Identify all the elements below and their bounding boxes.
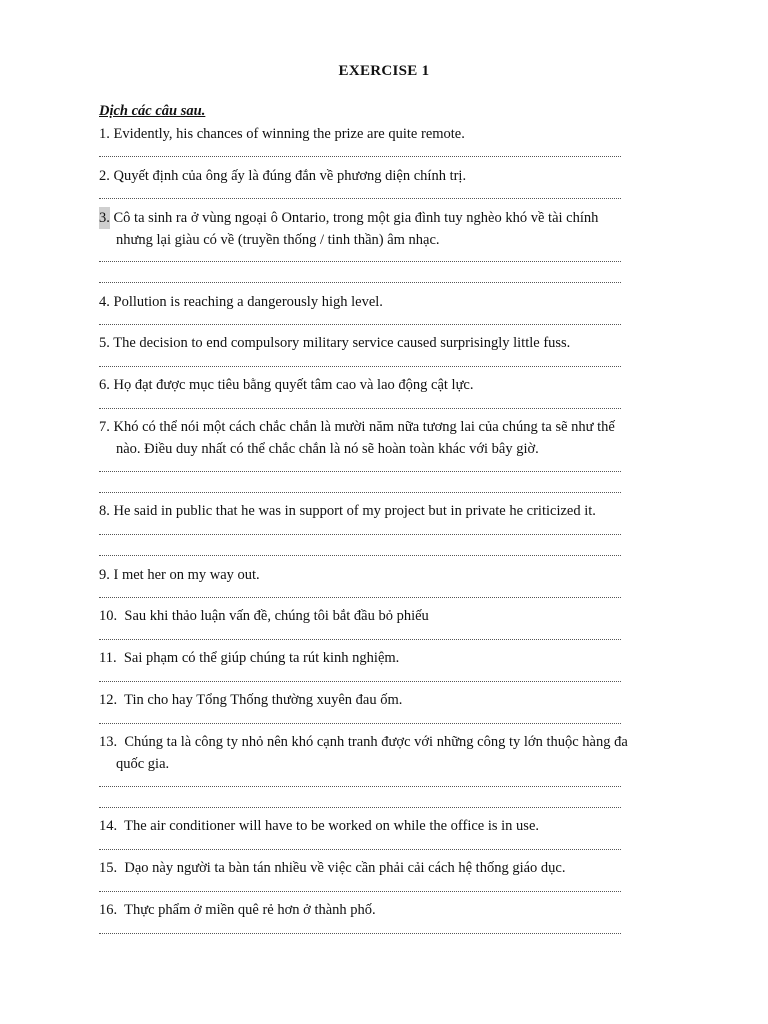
answer-line[interactable] [99, 156, 621, 158]
item-text: Dạo này người ta bàn tán nhiều về việc cần phải cải cách hệ thống giáo dục. [124, 860, 566, 876]
exercise-item-4 [99, 291, 669, 313]
exercise-item-9 [99, 564, 669, 586]
exercise-item-2 [99, 165, 669, 187]
item-text-continued: quốc gia. [116, 756, 170, 772]
item-number: 14. [99, 818, 118, 834]
item-text-continued: nhưng lại giàu có về (truyền thống / tinh thần) âm nhạc. [116, 232, 440, 248]
exercise-item-13 [99, 731, 669, 775]
answer-line[interactable] [99, 198, 621, 200]
exercise-item-8 [99, 500, 669, 522]
answer-line[interactable] [99, 471, 621, 473]
answer-line[interactable] [99, 849, 621, 851]
answer-line[interactable] [99, 891, 621, 893]
answer-line[interactable] [99, 408, 621, 410]
answer-line[interactable] [99, 555, 621, 557]
item-text: Chúng ta là công ty nhỏ nên khó cạnh tranh được với những công ty lớn thuộc hàng đa [124, 734, 628, 750]
exercise-item-14 [99, 815, 669, 837]
item-number: 15. [99, 860, 118, 876]
item-text: The air conditioner will have to be worked on while the office is in use. [124, 818, 540, 834]
item-number: 5. [99, 335, 110, 351]
exercise-item-5 [99, 332, 669, 354]
answer-line[interactable] [99, 681, 621, 683]
answer-line[interactable] [99, 366, 621, 368]
item-number: 16. [99, 902, 118, 918]
item-text: Evidently, his chances of winning the prize are quite remote. [113, 126, 465, 142]
item-text: Tin cho hay Tổng Thống thường xuyên đau ốm. [124, 692, 403, 708]
answer-line[interactable] [99, 933, 621, 935]
item-number: 8. [99, 503, 110, 519]
item-text: Cô ta sinh ra ở vùng ngoại ô Ontario, trong một gia đình tuy nghèo khó về tài chính [113, 210, 599, 226]
exercise-item-16 [99, 899, 669, 921]
item-number: 9. [99, 567, 110, 583]
answer-line[interactable] [99, 261, 621, 263]
item-number: 13. [99, 734, 118, 750]
exercise-title: EXERCISE 1 [338, 63, 430, 79]
item-number: 1. [99, 126, 110, 142]
item-number: 2. [99, 168, 110, 184]
item-text: Pollution is reaching a dangerously high level. [113, 294, 383, 310]
item-text: Sai phạm có thể giúp chúng ta rút kinh nghiệm. [123, 650, 400, 666]
item-text: Khó có thể nói một cách chắc chắn là mười năm nữa tương lai của chúng ta sẽ như thế [113, 419, 615, 435]
exercise-item-10 [99, 605, 669, 627]
answer-line[interactable] [99, 324, 621, 326]
exercise-item-3 [99, 207, 669, 251]
answer-line[interactable] [99, 282, 621, 284]
exercise-item-1 [99, 123, 669, 145]
answer-line[interactable] [99, 534, 621, 536]
item-number: 12. [99, 692, 118, 708]
item-number: 4. [99, 294, 110, 310]
answer-line[interactable] [99, 492, 621, 494]
answer-line[interactable] [99, 786, 621, 788]
item-number: 10. [99, 608, 118, 624]
exercise-item-6 [99, 374, 669, 396]
answer-line[interactable] [99, 639, 621, 641]
answer-line[interactable] [99, 807, 621, 809]
item-number: 11. [99, 650, 117, 666]
item-text: Sau khi thảo luận vấn đề, chúng tôi bắt đầu bỏ phiếu [124, 608, 429, 624]
exercise-item-7 [99, 416, 669, 460]
item-number: 6. [99, 377, 110, 393]
answer-line[interactable] [99, 723, 621, 725]
item-text-continued: nào. Điều duy nhất có thể chắc chắn là nó sẽ hoàn toàn khác với bây giờ. [116, 441, 539, 457]
item-text: I met her on my way out. [113, 567, 260, 583]
item-number: 7. [99, 419, 110, 435]
instruction-heading: Dịch các câu sau. [99, 103, 206, 119]
answer-line[interactable] [99, 597, 621, 599]
item-text: The decision to end compulsory military service caused surprisingly little fuss. [113, 335, 571, 351]
item-text: Họ đạt được mục tiêu bằng quyết tâm cao và lao động cật lực. [113, 377, 474, 393]
item-text: Thực phẩm ở miền quê rẻ hơn ở thành phố. [124, 902, 376, 918]
exercise-item-15 [99, 857, 669, 879]
item-text: Quyết định của ông ấy là đúng đắn về phương diện chính trị. [113, 168, 467, 184]
item-number-highlighted: 3. [99, 207, 110, 229]
exercise-item-12 [99, 689, 669, 711]
exercise-item-11 [99, 647, 669, 669]
item-text: He said in public that he was in support of my project but in private he criticized it. [113, 503, 596, 519]
